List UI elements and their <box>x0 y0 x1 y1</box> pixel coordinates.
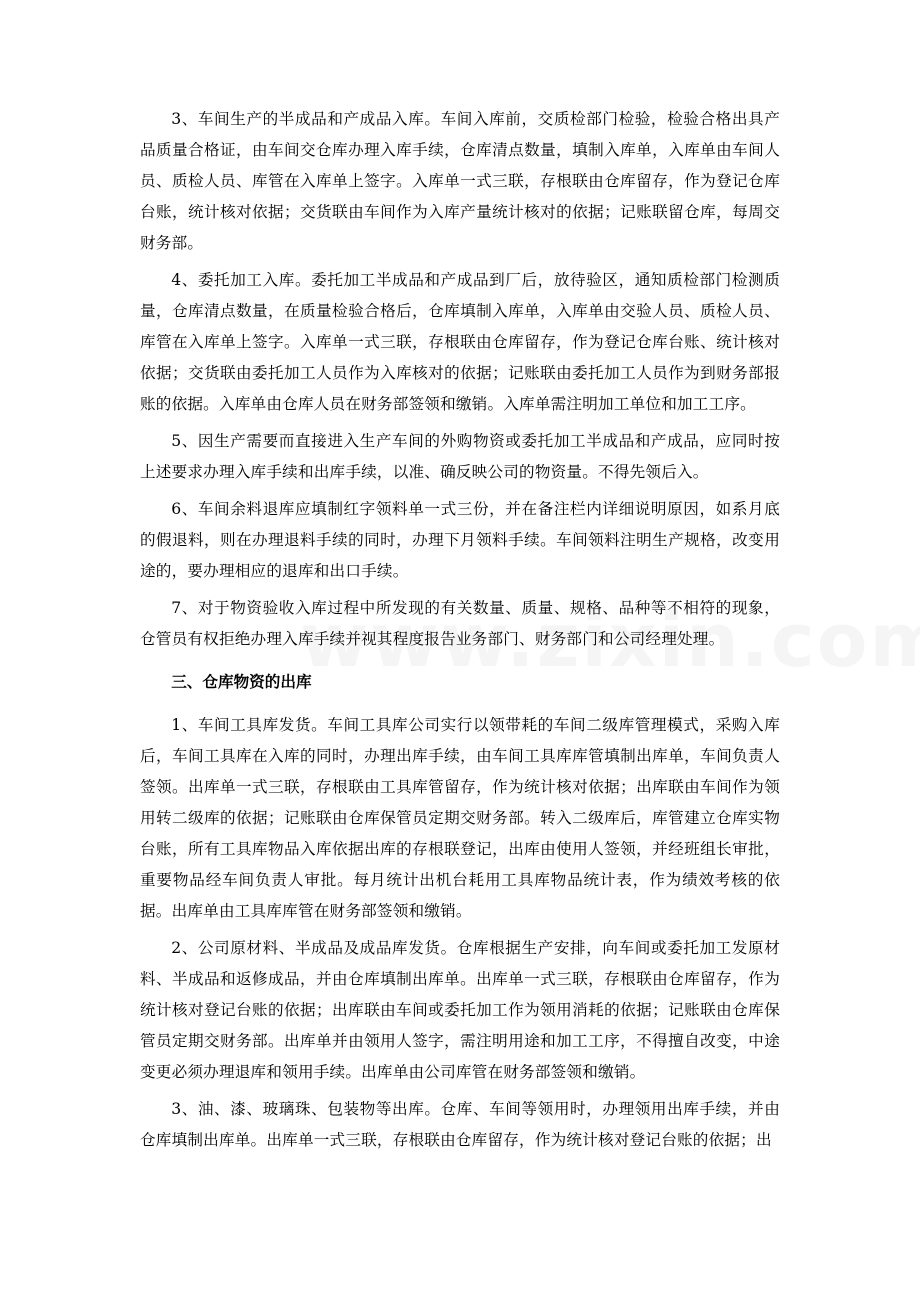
section-heading-outbound: 三、仓库物资的出库 <box>171 673 312 691</box>
paragraph-outbound-consumables: 3、油、漆、玻璃珠、包装物等出库。仓库、车间等领用时，办理领用出库手续，并由仓库填制出库单。出库单一式三联，存根联由仓库留存，作为统计核对登记台账的依据；出 <box>140 1100 780 1149</box>
paragraph-return-materials: 6、车间余料退库应填制红字领料单一式三份，并在备注栏内详细说明原因，如系月底的假退料，则在办理退料手续的同时，办理下月领料手续。车间领料注明生产规格，改变用途的，要办理相应的退库和出口手续。 <box>140 500 780 580</box>
paragraph-inspection-rights: 7、对于物资验收入库过程中所发现的有关数量、质量、规格、品种等不相符的现象，仓管员有权拒绝办理入库手续并视其程度报告业务部门、财务部门和公司经理处理。 <box>140 599 780 648</box>
document-body <box>140 104 780 1156</box>
paragraph-entry-direct: 5、因生产需要而直接进入生产车间的外购物资或委托加工半成品和产成品，应同时按上述要求办理入库手续和出库手续，以准、确反映公司的物资量。不得先领后入。 <box>140 432 780 481</box>
paragraph-outbound-materials: 2、公司原材料、半成品及成品库发货。仓库根据生产安排，向车间或委托加工发原材料、半成品和返修成品，并由仓库填制出库单。出库单一式三联，存根联由仓库留存，作为统计核对登记台账的依据；出库联由车间或委托加工作为领用消耗的依据；记账联由仓库保管员定期交财务部。出库单并由领用人签字，需注明用途和加工工序，不得擅自改变，中途变更必须办理退库和领用手续。出库单由公司库管在财务部签领和缴销。 <box>140 939 780 1081</box>
paragraph-outbound-tool-store: 1、车间工具库发货。车间工具库公司实行以领带耗的车间二级库管理模式，采购入库后，车间工具库在入库的同时，办理出库手续，由车间工具库库管填制出库单，车间负责人签领。出库单一式三联，存根联由工具库管留存，作为统计核对依据；出库联由车间作为领用转二级库的依据；记账联由仓库保管员定期交财务部。转入二级库后，库管建立仓库实物台账，所有工具库物品入库依据出库的存根联登记，出库由使用人签领，并经班组长审批，重要物品经车间负责人审批。每月统计出机台耗用工具库物品统计表，作为绩效考核的依据。出库单由工具库库管在财务部签领和缴销。 <box>140 716 780 920</box>
paragraph-entry-outsourced: 4、委托加工入库。委托加工半成品和产成品到厂后，放待验区，通知质检部门检测质量，仓库清点数量，在质量检验合格后，仓库填制入库单，入库单由交验人员、质检人员、库管在入库单上签字。入库单一式三联，存根联由仓库留存，作为登记仓库台账、统计核对依据；交货联由委托加工人员作为入库核对的依据；记账联由委托加工人员作为到财务部报账的依据。入库单由仓库人员在财务部签领和缴销。入库单需注明加工单位和加工工序。 <box>140 271 780 413</box>
paragraph-entry-workshop: 3、车间生产的半成品和产成品入库。车间入库前，交质检部门检验，检验合格出具产品质量合格证，由车间交仓库办理入库手续，仓库清点数量，填制入库单，入库单由车间人员、质检人员、库管在入库单上签字。入库单一式三联，存根联由仓库留存，作为登记仓库台账，统计核对依据；交货联由车间作为入库产量统计核对的依据；记账联留仓库，每周交财务部。 <box>140 110 780 252</box>
